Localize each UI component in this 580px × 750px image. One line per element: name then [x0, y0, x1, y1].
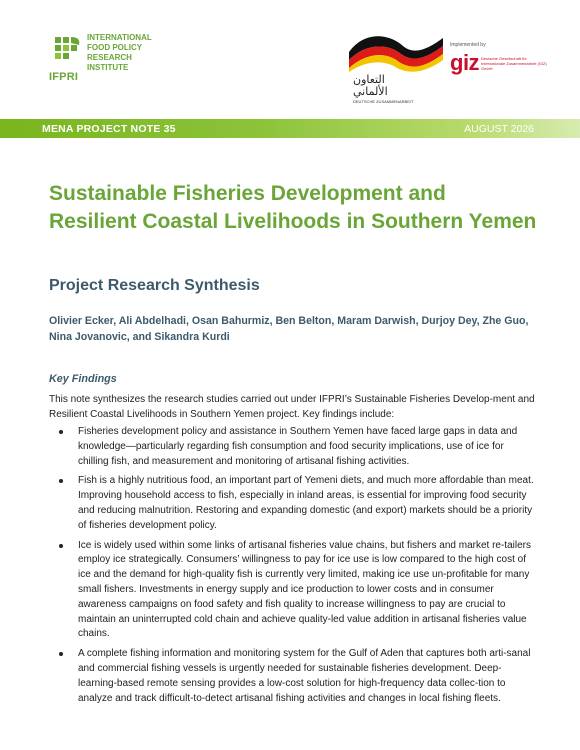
ifpri-name-line: INSTITUTE [87, 63, 129, 72]
finding-text: A complete fishing information and monitoring system for the Gulf of Aden that captures both arti-sanal and commercial fishing vessels is urgently needed for sustainable fisheries development. Deep-learning-based remote sensing provides a low-cost solution for high-frequency data collec-tion to analyze and track difficult-to-detect artisanal fishing activities and changes in local fishing fleets. [78, 648, 531, 704]
giz-description: Deutsche Gesellschaft für Internationale Zusammenarbeit (GIZ) GmbH [481, 56, 547, 71]
ifpri-logo [49, 33, 169, 83]
finding-item [49, 539, 535, 643]
document-title: Sustainable Fisheries Development and Resilient Coastal Livelihoods in Southern Yemen [49, 182, 537, 233]
finding-text: Fish is a highly nutritious food, an important part of Yemeni diets, and much more affordable than meat. Improving household access to fish, especially in inland areas, is essential for improving food security and reducing malnutrition. Restoring and expanding domestic (and export) markets should be a priority of fisheries development policy. [78, 475, 534, 531]
giz-wordmark: giz [450, 50, 480, 75]
authors: Olivier Ecker, Ali Abdelhadi, Osan Bahurmiz, Ben Belton, Maram Darwish, Durjoy Dey, Zhe Guo, Nina Jovanovic, and Sikandra Kurdi [49, 315, 529, 343]
bullet-icon [59, 479, 63, 483]
german-flag-wave-icon [345, 30, 445, 72]
publication-date: AUGUST 2026 [464, 123, 534, 135]
ifpri-name-line: INTERNATIONAL [87, 33, 152, 42]
bullet-icon [59, 652, 63, 656]
finding-item [49, 647, 535, 706]
finding-item [49, 474, 535, 533]
ifpri-leaf-icon [49, 33, 85, 69]
bullet-icon [59, 430, 63, 434]
arabic-line: الألماني [353, 85, 388, 98]
german-cooperation-logo [345, 30, 445, 104]
ifpri-name-line: FOOD POLICY [87, 43, 143, 52]
finding-item [49, 425, 535, 469]
ifpri-acronym: IFPRI [49, 71, 79, 83]
project-note-band [0, 119, 580, 138]
ifpri-full-name [87, 33, 187, 73]
german-cooperation-subtitle: DEUTSCHE ZUSAMMENARBEIT [353, 99, 414, 104]
intro-paragraph: This note synthesizes the research studies carried out under IFPRI’s Sustainable Fisheries Develop-ment and Resilient Coastal Livelihoods in Southern Yemen project. Key findings include: [49, 394, 535, 420]
key-findings-heading: Key Findings [49, 373, 117, 385]
finding-text: Fisheries development policy and assistance in Southern Yemen have faced large gaps in data and knowledge—particularly regarding fish consumption and food security implications, use of ice for chilling fish, and measurement and monitoring of artisanal fishing activities. [78, 426, 518, 467]
giz-logo [450, 42, 560, 82]
bullet-icon [59, 544, 63, 548]
project-note-label: MENA PROJECT NOTE 35 [42, 123, 176, 135]
ifpri-name-line: RESEARCH [87, 53, 132, 62]
key-findings-list [49, 425, 535, 711]
arabic-line: التعاون [353, 73, 385, 86]
implemented-by-label: Implemented by [450, 42, 486, 48]
german-cooperation-arabic [353, 74, 388, 98]
finding-text: Ice is widely used within some links of artisanal fisheries value chains, but fishers and market re-tailers employ ice strategically. Consumers’ willingness to pay for ice use is low compared to the high cost of ice and the demand for high-quality fish is currently very limited, making ice use un-profitable for many small fishers. Investments in energy supply and ice production to lower costs and in consumer awareness campaigns on food safety and fish quality to increase willingness to pay are crucial to maintain an uninterrupted cold chain and achieve quality-led value addition in artisanal fisheries value chains. [78, 539, 531, 640]
document-subtitle: Project Research Synthesis [49, 277, 260, 294]
